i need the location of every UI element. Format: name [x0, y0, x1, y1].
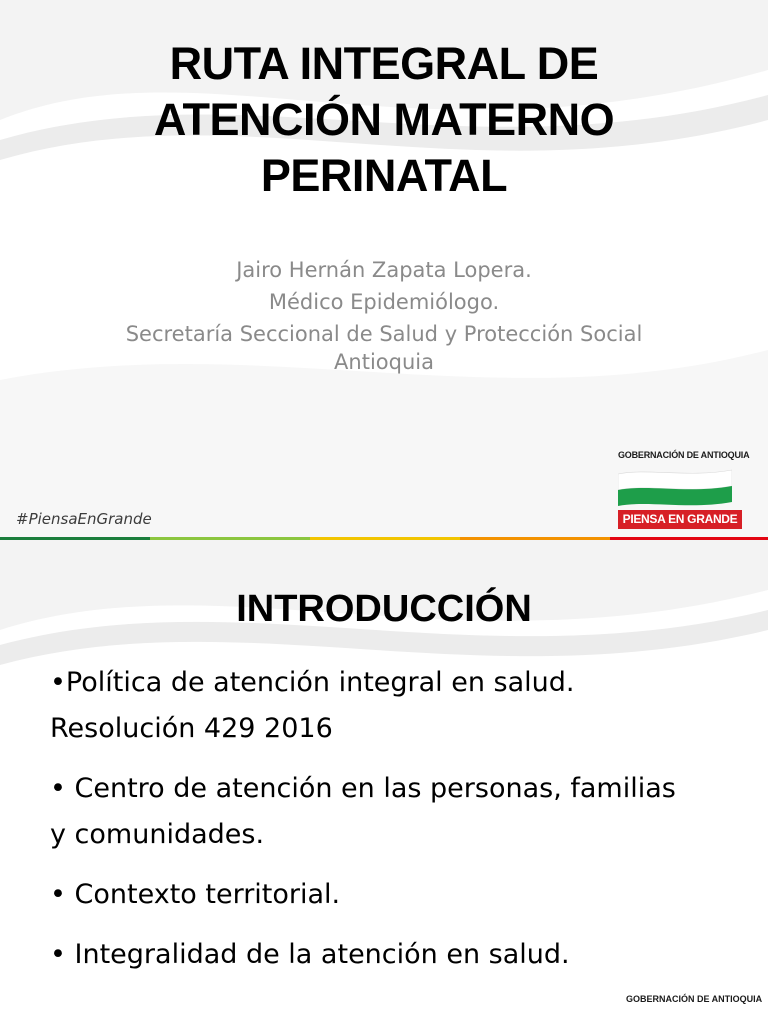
slide-title — [60, 36, 708, 204]
intro-slide — [0, 540, 768, 1024]
flag-icon — [618, 468, 732, 508]
author-info — [40, 254, 728, 374]
bullet-line: Resolución 429 2016 — [50, 713, 333, 744]
title-line: ATENCIÓN MATERNO — [153, 94, 615, 145]
list-item — [50, 660, 740, 752]
bullet-list — [50, 660, 740, 992]
author-role: Médico Epidemiólogo. — [268, 290, 500, 314]
author-name: Jairo Hernán Zapata Lopera. — [236, 258, 532, 282]
bullet-line: • Centro de atención en las personas, familias — [50, 773, 676, 804]
section-title: INTRODUCCIÓN — [236, 588, 532, 630]
logo-org-name: GOBERNACIÓN DE ANTIOQUIA — [618, 450, 750, 460]
bullet-line: • Contexto territorial. — [50, 879, 341, 910]
gobernacion-logo — [618, 450, 750, 529]
logo-slogan: PIENSA EN GRANDE — [618, 510, 742, 529]
list-item — [50, 932, 740, 978]
author-region: Antioquia — [334, 350, 434, 374]
bullet-line: •Política de atención integral en salud. — [50, 667, 575, 698]
author-org: Secretaría Seccional de Salud y Protección Social — [125, 322, 643, 346]
gobernacion-logo: GOBERNACIÓN DE ANTIOQUIA — [626, 994, 763, 1004]
list-item — [50, 872, 740, 918]
bullet-line: • Integralidad de la atención en salud. — [50, 939, 570, 970]
list-item — [50, 766, 740, 858]
title-line: PERINATAL — [260, 150, 508, 201]
bullet-line: y comunidades. — [50, 819, 265, 850]
hashtag: #PiensaEnGrande — [16, 510, 152, 528]
title-line: RUTA INTEGRAL DE — [169, 38, 599, 89]
